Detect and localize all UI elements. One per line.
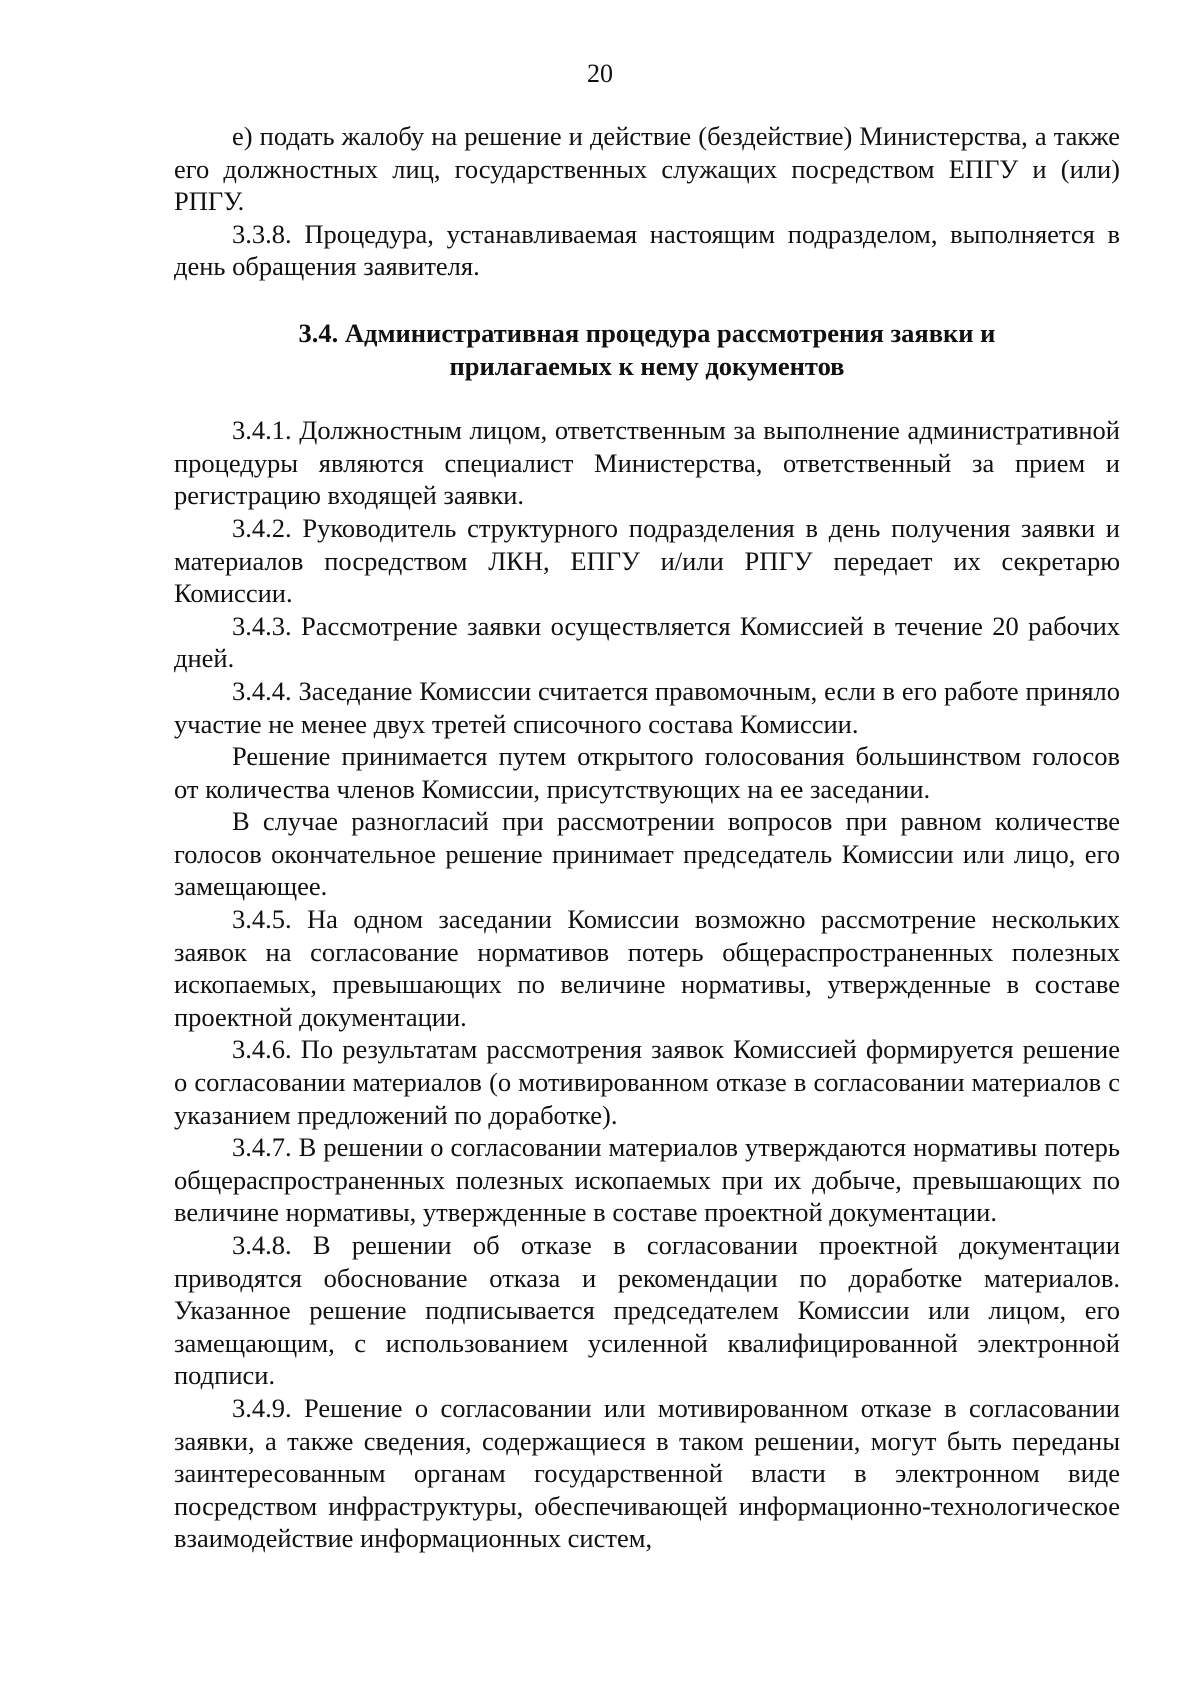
section-heading-3-4 — [214, 317, 1080, 382]
document-body — [174, 120, 1120, 1555]
paragraph-3-4-8: 3.4.8. В решении об отказе в согласовании проектной документации приводятся обоснование отказа и рекомендации по доработке материалов. Указанное решение подписывается председателем Комиссии или лицом, его замещающим, с использованием усиленной квалифицированной электронной подписи. — [174, 1230, 1120, 1391]
paragraph-3-3-8: 3.3.8. Процедура, устанавливаемая настоящим подразделом, выполняется в день обращения заявителя. — [174, 218, 1120, 282]
paragraph-disagreement: В случае разногласий при рассмотрении вопросов при равном количестве голосов окончательное решение принимает председатель Комиссии или лицо, его замещающее. — [174, 806, 1120, 902]
paragraph-3-4-4: 3.4.4. Заседание Комиссии считается правомочным, если в его работе приняло участие не менее двух третей списочного состава Комиссии. — [174, 675, 1120, 739]
paragraph-3-4-1: 3.4.1. Должностным лицом, ответственным за выполнение административной процедуры являются специалист Министерства, ответственный за прием и регистрацию входящей заявки. — [174, 415, 1120, 511]
section-heading-line-1: 3.4. Административная процедура рассмотрения заявки и — [298, 317, 996, 348]
section-heading-line-2: прилагаемых к нему документов — [449, 350, 845, 381]
paragraph-3-4-9: 3.4.9. Решение о согласовании или мотивированном отказе в согласовании заявки, а также сведения, содержащиеся в таком решении, могут быть переданы заинтересованным органам государственной власти в электронном виде посредством инфраструктуры, обеспечивающей информационно-технологическое взаимодействие информационных систем, — [174, 1392, 1120, 1554]
page-number: 20 — [587, 59, 613, 88]
paragraph-3-4-2: 3.4.2. Руководитель структурного подразделения в день получения заявки и материалов посредством ЛКН, ЕПГУ и/или РПГУ передает их секретарю Комиссии. — [174, 512, 1120, 609]
paragraph-3-4-7: 3.4.7. В решении о согласовании материалов утверждаются нормативы потерь общераспространенных полезных ископаемых при их добыче, превышающих по величине нормативы, утвержденные в составе проектной документации. — [174, 1132, 1120, 1228]
paragraph-3-4-3: 3.4.3. Рассмотрение заявки осуществляется Комиссией в течение 20 рабочих дней. — [174, 610, 1120, 674]
paragraph-3-4-5: 3.4.5. На одном заседании Комиссии возможно рассмотрение нескольких заявок на согласование нормативов потерь общераспространенных полезных ископаемых, превышающих по величине нормативы, утвержденные в составе проектной документации. — [174, 904, 1120, 1032]
paragraph-voting: Решение принимается путем открытого голосования большинством голосов от количества членов Комиссии, присутствующих на ее заседании. — [174, 741, 1120, 804]
paragraph-e-complaint: е) подать жалобу на решение и действие (бездействие) Министерства, а также его должностных лиц, государственных служащих посредством ЕПГУ и (или) РПГУ. — [174, 121, 1120, 217]
paragraph-3-4-6: 3.4.6. По результатам рассмотрения заявок Комиссией формируется решение о согласовании материалов (о мотивированном отказе в согласовании материалов с указанием предложений по доработке). — [174, 1034, 1120, 1130]
